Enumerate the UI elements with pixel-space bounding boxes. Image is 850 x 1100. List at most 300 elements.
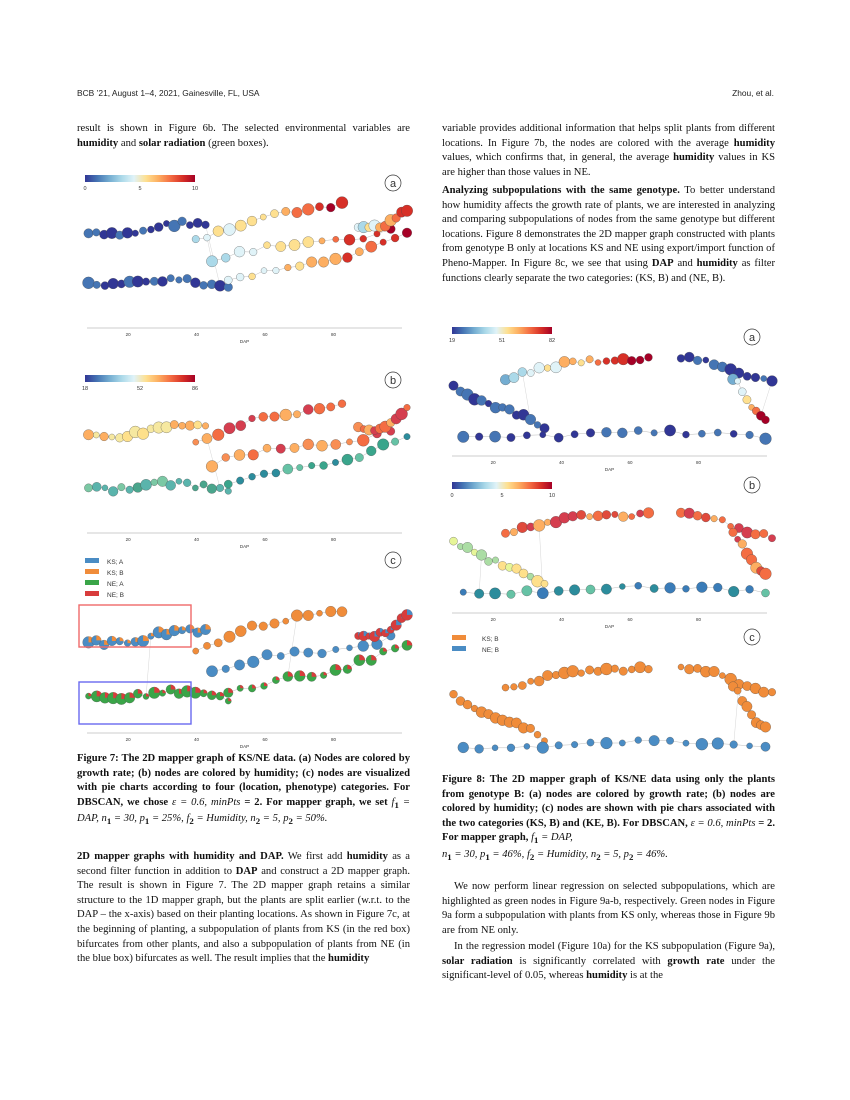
graph-node	[747, 743, 753, 749]
graph-node	[262, 649, 272, 659]
graph-node	[509, 373, 519, 383]
graph-node	[377, 439, 388, 450]
graph-node	[578, 360, 584, 366]
graph-node	[206, 461, 218, 473]
colorbar-tick-label: 82	[548, 338, 556, 344]
graph-node	[635, 582, 642, 589]
graph-node	[277, 652, 284, 659]
graph-node	[463, 700, 472, 709]
graph-node	[693, 356, 702, 365]
graph-node	[636, 356, 644, 364]
graph-node	[206, 666, 217, 677]
graph-node	[628, 666, 635, 673]
graph-node	[501, 529, 509, 537]
graph-node	[534, 731, 541, 738]
graph-node	[768, 688, 776, 696]
figure-7	[77, 170, 412, 749]
graph-node	[200, 281, 208, 289]
graph-node	[525, 414, 536, 425]
graph-node	[290, 647, 299, 656]
graph-node	[193, 218, 202, 227]
x-tick-label: 60	[627, 617, 633, 622]
graph-node	[492, 557, 498, 563]
graph-node	[734, 687, 741, 694]
graph-node	[303, 610, 314, 621]
graph-node	[260, 214, 266, 220]
graph-node	[316, 440, 327, 451]
graph-node	[476, 550, 487, 561]
graph-node	[586, 513, 592, 519]
graph-node	[314, 403, 325, 414]
graph-node	[235, 626, 246, 637]
graph-node	[249, 248, 257, 256]
graph-node	[249, 273, 256, 280]
graph-node	[332, 459, 338, 465]
graph-node	[270, 619, 279, 628]
graph-node	[109, 434, 115, 440]
graph-node	[627, 356, 636, 365]
graph-node-pie-slice	[264, 682, 267, 685]
graph-node	[684, 508, 695, 519]
graph-node	[118, 483, 125, 490]
x-tick-label: 40	[194, 537, 200, 542]
graph-node	[234, 450, 245, 461]
graph-node	[401, 205, 412, 216]
graph-node	[93, 229, 100, 236]
graph-node	[703, 357, 709, 363]
graph-node	[346, 439, 352, 445]
graph-node-pie-slice	[120, 637, 124, 641]
graph-node	[507, 590, 515, 598]
graph-node	[221, 253, 230, 262]
graph-node	[586, 429, 595, 438]
graph-node	[602, 427, 612, 437]
graph-node	[502, 684, 509, 691]
graph-node	[711, 515, 718, 522]
graph-node	[645, 353, 653, 361]
graph-node	[332, 646, 339, 653]
colorbar	[452, 482, 552, 489]
graph-node	[236, 477, 243, 484]
graph-node	[326, 203, 335, 212]
graph-node	[684, 352, 694, 362]
graph-node	[534, 362, 545, 373]
graph-node	[263, 444, 271, 452]
graph-node	[603, 358, 610, 365]
colorbar-tick-label: 0	[450, 493, 454, 499]
graph-node-pie-slice	[138, 689, 143, 694]
graph-node	[475, 744, 484, 753]
graph-node-pie-slice	[162, 690, 165, 693]
graph-node	[291, 610, 303, 622]
graph-node	[600, 663, 612, 675]
right-paragraph-4: In the regression model (Figure 10a) for the KS subpopulation (Figure 9a), solar radiation is significantly correlated with growth rate under the significant-level of 0.05, whereas humidity is at the	[442, 941, 775, 982]
graph-node	[319, 238, 325, 244]
right-paragraph-3: We now perform linear regression on selected subpopulations, which are highlighted as green nodes in Figure 9a-b, respectively. Green nodes in Figure 9a form a subpopulation with plants from KS only, whereas those in Figure 9b are from NE only.	[442, 881, 775, 936]
x-axis-label: DAP	[239, 339, 250, 344]
graph-node	[761, 589, 769, 597]
graph-node-pie-slice	[182, 627, 186, 631]
graph-node-pie-slice	[288, 671, 293, 676]
graph-node	[728, 586, 739, 597]
graph-node	[193, 439, 199, 445]
legend-swatch	[85, 591, 99, 596]
graph-node	[204, 234, 211, 241]
graph-node-pie-slice	[336, 664, 342, 670]
x-tick-label: 20	[125, 332, 131, 337]
graph-node	[404, 404, 411, 411]
graph-node	[593, 511, 603, 521]
graph-node	[186, 222, 193, 229]
graph-node	[247, 621, 257, 631]
graph-node	[569, 358, 576, 365]
graph-node	[194, 421, 202, 429]
graph-node	[709, 666, 720, 677]
x-axis-label: DAP	[239, 544, 250, 549]
colorbar-tick-label: 5	[138, 186, 142, 192]
graph-node	[342, 454, 353, 465]
panel-label: b	[389, 375, 397, 387]
graph-node	[264, 242, 271, 249]
graph-node	[404, 433, 410, 439]
graph-node	[200, 481, 207, 488]
graph-node	[151, 479, 158, 486]
x-tick-label: 80	[696, 460, 702, 465]
graph-node	[568, 511, 578, 521]
graph-node	[272, 469, 280, 477]
graph-node	[518, 681, 526, 689]
graph-edge	[479, 555, 481, 594]
graph-node	[215, 280, 226, 291]
graph-node	[760, 529, 768, 537]
graph-node	[132, 276, 143, 287]
graph-node	[713, 583, 722, 592]
graph-node	[320, 462, 328, 470]
graph-node	[634, 662, 645, 673]
graph-node	[693, 511, 702, 520]
graph-node	[315, 203, 323, 211]
graph-node	[142, 278, 149, 285]
graph-node	[555, 742, 562, 749]
graph-node	[192, 485, 198, 491]
graph-node	[360, 235, 367, 242]
graph-node	[306, 257, 317, 268]
graph-node-pie-slice	[171, 685, 176, 690]
graph-node	[108, 486, 118, 496]
graph-node	[236, 420, 246, 430]
x-tick-label: 60	[262, 537, 268, 542]
graph-node	[485, 557, 493, 565]
graph-node	[224, 423, 235, 434]
graph-node	[248, 450, 259, 461]
graph-node	[93, 432, 99, 438]
graph-node-pie-slice	[154, 687, 160, 693]
graph-node	[249, 473, 256, 480]
graph-node	[684, 664, 694, 674]
graph-node	[611, 665, 619, 673]
graph-node	[158, 276, 168, 286]
graph-node	[540, 423, 549, 432]
graph-node	[83, 277, 95, 289]
x-axis-label: DAP	[604, 467, 615, 472]
graph-node	[577, 510, 586, 519]
graph-node	[636, 510, 643, 517]
x-tick-label: 80	[331, 537, 337, 542]
graph-node	[619, 584, 625, 590]
graph-node	[216, 484, 224, 492]
graph-node	[302, 203, 314, 215]
figure-7-caption: Figure 7: The 2D mapper graph of KS/NE data. (a) Nodes are colored by growth rate; (b) nodes are colored by humidity; (c) nodes are visualized with pie charts according to four (location, phenotype) categories. For DBSCAN, we chose ε = 0.6, minPts = 2. For mapper graph, we set $f_1$ = DAP, $n_1 = 30$, $p_1 = 25\%$, $f_2$ = Humidity, $n_2 = 5$, $p_2 = 50\%$.	[77, 753, 410, 827]
graph-node	[357, 434, 369, 446]
x-tick-label: 40	[559, 460, 565, 465]
figure-8c-panel	[450, 629, 776, 753]
x-tick-label: 60	[262, 332, 268, 337]
graph-node	[304, 648, 313, 657]
figure-7a-panel	[83, 175, 413, 344]
graph-node	[619, 667, 627, 675]
graph-node	[247, 656, 259, 668]
graph-node	[190, 278, 200, 288]
graph-node	[544, 519, 550, 525]
graph-node	[635, 737, 642, 744]
graph-node	[742, 701, 752, 711]
graph-node	[714, 429, 721, 436]
graph-node	[235, 220, 246, 231]
panel-label: c	[390, 555, 396, 567]
graph-node	[337, 607, 347, 617]
graph-node	[683, 585, 690, 592]
graph-node-pie-slice	[407, 609, 412, 614]
graph-node	[751, 373, 760, 382]
graph-node	[336, 197, 348, 209]
figure-8a-panel	[449, 327, 778, 472]
graph-node	[651, 430, 657, 436]
graph-node	[102, 485, 108, 491]
graph-node	[303, 404, 313, 414]
graph-node	[697, 582, 708, 593]
graph-node	[225, 488, 232, 495]
graph-node	[645, 665, 653, 673]
legend-label: NE; B	[107, 592, 124, 599]
graph-node	[751, 530, 760, 539]
graph-node	[682, 431, 689, 438]
colorbar-tick-label: 52	[136, 386, 144, 392]
graph-node	[101, 282, 109, 290]
colorbar-tick-label: 86	[191, 386, 199, 392]
graph-node	[544, 365, 551, 372]
graph-node	[767, 376, 778, 387]
graph-node	[554, 586, 563, 595]
graph-node	[402, 228, 412, 238]
x-tick-label: 80	[331, 332, 337, 337]
graph-node	[207, 484, 217, 494]
graph-node	[327, 403, 335, 411]
graph-node	[540, 432, 546, 438]
colorbar	[452, 327, 552, 334]
colorbar	[85, 175, 195, 182]
graph-node	[586, 585, 595, 594]
graph-node	[247, 216, 257, 226]
graph-node	[185, 421, 194, 430]
graph-node	[522, 586, 532, 596]
graph-node	[212, 429, 224, 441]
graph-node	[475, 433, 483, 441]
graph-node-pie-slice	[228, 698, 231, 701]
graph-node	[224, 631, 235, 642]
graph-node	[222, 665, 230, 673]
colorbar-tick-label: 5	[500, 493, 504, 499]
graph-node	[698, 430, 705, 437]
left-paragraph-2: 2D mapper graphs with humidity and DAP. We first add humidity as a second filter function in addition to DAP and construct a 2D mapper graph. The result is shown in Figure 7. The 2D mapper graph retains a similar structure to the 1D mapper graph, but the plants are split earlier (w.r.t. to the DAP – the x-axis) based on their planting locations. As shown in Figure 7c, at the beginning of planting, a subpopulation of plants from KS (in the red box) bifurcates from other plants, and also a subpopulation of plants from NE (in the blue box) bifurcates as well. The result implies that the humidity	[77, 851, 411, 965]
x-axis-label: DAP	[239, 744, 250, 749]
x-tick-label: 80	[696, 617, 702, 622]
graph-node	[617, 353, 629, 365]
graph-node	[292, 207, 302, 217]
graph-node	[224, 276, 232, 284]
x-tick-label: 20	[125, 737, 131, 742]
x-tick-label: 20	[490, 460, 496, 465]
graph-node	[554, 433, 563, 442]
graph-node	[203, 642, 210, 649]
legend-swatch	[85, 558, 99, 563]
graph-node	[176, 478, 182, 484]
figure-8-caption: Figure 8: The 2D mapper graph of KS/NE data using only the plants from genotype B: (a) nodes are colored by growth rate; (b) nodes are colored by humidity; (c) nodes are shown with pie chars associated with the two categories (KS, B) and (KE, B). For DBSCAN, ε = 0.6, minPts = 2. For mapper graph, $f_1$ = DAP, $n_1 = 30$, $p_1 = 46\%$, $f_2$ = Humidity, $n_2 = 5$, $p_2 = 46\%$.	[442, 774, 775, 863]
legend-swatch	[452, 646, 466, 651]
graph-node	[507, 744, 515, 752]
graph-node-pie-slice	[371, 655, 376, 660]
graph-node-pie-slice	[128, 640, 131, 643]
graph-node	[567, 665, 579, 677]
graph-node	[578, 670, 585, 677]
graph-node	[537, 742, 549, 754]
graph-node	[358, 641, 369, 652]
graph-node	[83, 430, 93, 440]
graph-node	[629, 513, 635, 519]
graph-node	[585, 666, 593, 674]
graph-node	[213, 226, 224, 237]
graph-node	[683, 740, 689, 746]
graph-node	[743, 372, 751, 380]
graph-node	[126, 486, 133, 493]
graph-node	[601, 737, 613, 749]
graph-node	[234, 246, 245, 257]
graph-node	[523, 432, 530, 439]
figure-8	[442, 322, 777, 764]
figure-8b-panel	[449, 477, 775, 629]
graph-node	[214, 639, 222, 647]
graph-node	[283, 464, 293, 474]
graph-node	[318, 649, 327, 658]
graph-node	[150, 277, 158, 285]
legend-label: NE; B	[482, 647, 499, 654]
graph-node	[649, 735, 660, 746]
graph-node	[746, 431, 754, 439]
graph-node	[492, 745, 498, 751]
graph-node	[524, 743, 530, 749]
graph-node	[154, 223, 163, 232]
graph-node	[316, 610, 322, 616]
graph-node	[193, 648, 199, 654]
graph-node-pie-slice	[252, 685, 256, 689]
colorbar-tick-label: 51	[498, 338, 506, 344]
graph-node	[289, 239, 300, 250]
graph-node	[280, 409, 292, 421]
graph-node	[303, 439, 314, 450]
graph-node	[761, 375, 767, 381]
panel-label: c	[749, 632, 755, 644]
graph-node	[719, 673, 725, 679]
graph-node	[355, 248, 363, 256]
graph-node	[489, 431, 500, 442]
graph-node	[586, 356, 593, 363]
legend-label: NE; A	[107, 581, 124, 588]
graph-node	[571, 741, 578, 748]
figure-8-graphic	[442, 322, 777, 764]
graph-node	[342, 253, 352, 263]
graph-node	[249, 415, 256, 422]
graph-node	[108, 278, 119, 289]
graph-node	[330, 253, 342, 265]
legend-label: KS; B	[107, 570, 124, 577]
graph-node	[760, 722, 771, 733]
graph-node	[293, 411, 300, 418]
graph-node	[276, 241, 286, 251]
graph-node	[344, 234, 355, 245]
graph-node	[569, 585, 580, 596]
graph-node	[273, 267, 280, 274]
graph-node	[338, 400, 346, 408]
graph-node-pie-slice	[96, 635, 101, 640]
graph-node	[617, 428, 627, 438]
graph-node	[178, 217, 187, 226]
graph-node	[366, 446, 376, 456]
graph-node	[236, 273, 244, 281]
graph-node	[528, 678, 534, 684]
graph-node	[571, 431, 578, 438]
graph-node	[259, 622, 268, 631]
graph-node	[183, 274, 191, 282]
graph-node	[477, 396, 487, 406]
graph-node	[729, 528, 738, 537]
graph-node	[701, 513, 710, 522]
graph-node-pie-slice	[240, 685, 243, 688]
panel-label: a	[389, 178, 397, 190]
graph-node	[665, 583, 676, 594]
graph-node	[147, 226, 154, 233]
graph-node	[84, 484, 92, 492]
graph-node	[166, 480, 176, 490]
graph-node	[391, 438, 398, 445]
graph-node-pie-slice	[395, 645, 399, 649]
graph-node	[619, 740, 625, 746]
graph-node	[612, 511, 618, 517]
graph-node	[100, 432, 109, 441]
graph-node	[489, 588, 500, 599]
graph-node-pie-slice	[276, 676, 280, 680]
legend-label: KS; A	[107, 559, 124, 566]
graph-node	[559, 356, 570, 367]
graph-node	[122, 227, 133, 238]
graph-edge	[288, 616, 297, 677]
graph-node	[234, 660, 244, 670]
legend-swatch	[85, 580, 99, 585]
panel-label: a	[748, 332, 756, 344]
graph-node	[139, 227, 146, 234]
graph-node	[462, 542, 472, 552]
graph-node	[526, 724, 534, 732]
running-header-right: Zhou, et al.	[732, 88, 774, 98]
graph-node-pie-slice	[324, 672, 327, 675]
